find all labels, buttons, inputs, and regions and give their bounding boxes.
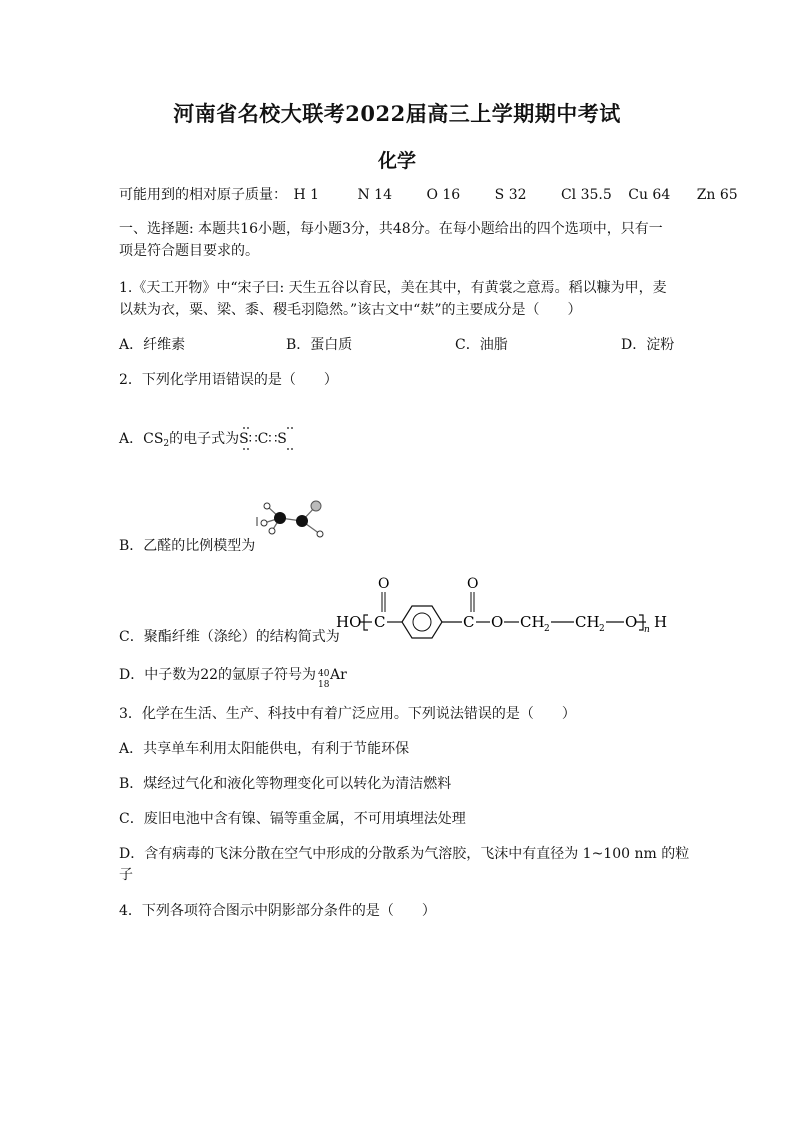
q2-option-a-subscript: 2	[163, 439, 170, 449]
acetaldehyde-model-image	[252, 496, 332, 546]
argon-symbol: Ar	[330, 667, 347, 683]
atomic-mass-item: O 16	[426, 187, 461, 203]
cs2-electron-formula: S∷C∷S	[239, 431, 287, 447]
carbon-atom	[274, 512, 286, 524]
lone-pair-dot	[287, 448, 289, 450]
pet-sub2-a: 2	[544, 624, 550, 634]
hydrogen-atom	[264, 503, 270, 509]
q4-stem: 4．下列各项符合图示中阴影部分条件的是（ ）	[119, 903, 436, 919]
atomic-mass-item: Zn 65	[696, 187, 738, 203]
q2-option-c[interactable]: C．聚酯纤维（涤纶）的结构简式为	[119, 629, 340, 645]
atomic-mass-item: S 32	[494, 187, 527, 203]
q3-option-d-line2[interactable]: 子	[119, 867, 133, 883]
lone-pair-dot	[247, 427, 249, 429]
q1-stem-line1: 1.《天工开物》中“宋子曰: 天生五谷以育民，美在其中，有黄裳之意焉。稻以糠为甲，麦	[119, 280, 667, 296]
pet-ch2-a: CH	[520, 613, 545, 631]
pet-ester-o: O	[491, 613, 504, 631]
atomic-mass-item: H 1	[293, 187, 320, 203]
lone-pair-dot	[243, 427, 245, 429]
q2-option-d[interactable]	[119, 664, 347, 690]
q3-option-c[interactable]: C．废旧电池中含有镍、镉等重金属，不可用填埋法处理	[119, 811, 466, 827]
hydrogen-atom	[261, 520, 267, 526]
carbon-atom	[296, 515, 308, 527]
mass-number: 40	[318, 669, 330, 679]
atomic-number: 18	[318, 680, 330, 690]
q3-option-b[interactable]: B．煤经过气化和液化等物理变化可以转化为清洁燃料	[119, 776, 452, 792]
pet-carbonyl-o1: O	[378, 576, 390, 592]
atomic-masses-row	[119, 184, 738, 206]
pet-ch2-b: CH	[575, 613, 600, 631]
q2-option-a-prefix: A．CS	[119, 431, 164, 447]
atomic-mass-item: Cl 35.5	[560, 187, 612, 203]
pet-sub2-b: 2	[599, 624, 605, 634]
q1-option-d[interactable]: D．淀粉	[621, 337, 675, 353]
pet-carbonyl-c1: C	[374, 613, 386, 631]
q1-option-a[interactable]: A．纤维素	[119, 337, 186, 353]
lone-pair-dot	[291, 427, 293, 429]
lone-pair-dot	[287, 427, 289, 429]
pet-ho: HO	[336, 613, 362, 631]
oxygen-atom	[311, 501, 321, 511]
section-instructions-line2: 项是符合题目要求的。	[119, 243, 259, 259]
section-instructions-line1: 一、选择题: 本题共16小题，每小题3分，共48分。在每小题给出的四个选项中，只有一	[119, 221, 663, 237]
atomic-mass-item: Cu 64	[628, 187, 671, 203]
hydrogen-atom	[317, 531, 323, 537]
q1-option-b[interactable]: B．蛋白质	[286, 337, 353, 353]
q2-stem: 2．下列化学用语错误的是（ ）	[119, 372, 338, 388]
atomic-masses-label: 可能用到的相对原子质量：	[119, 187, 287, 203]
subject-heading: 化学	[377, 150, 416, 172]
lone-pair-dot	[243, 448, 245, 450]
cs2-lone-pair-dots	[240, 426, 300, 454]
q3-option-a[interactable]: A．共享单车利用太阳能供电，有利于节能环保	[119, 741, 410, 757]
q2-option-d-text: D．中子数为22的氩原子符号为	[119, 667, 317, 683]
pet-end-o: O	[625, 613, 638, 631]
q3-option-d-line1[interactable]: D．含有病毒的飞沫分散在空气中形成的分散系为气溶胶，飞沫中有直径为 1~100 nm 的粒	[119, 846, 690, 862]
q3-stem: 3．化学在生活、生产、科技中有着广泛应用。下列说法错误的是（ ）	[119, 706, 576, 722]
pet-carbonyl-o2: O	[467, 576, 479, 592]
page-title: 河南省名校大联考2022届高三上学期期中考试	[173, 101, 621, 126]
q1-option-c[interactable]: C．油脂	[455, 337, 508, 353]
hydrogen-atom	[269, 528, 275, 534]
pet-n: n	[644, 625, 650, 635]
q2-option-a-text: 的电子式为	[169, 431, 240, 447]
lone-pair-dot	[247, 448, 249, 450]
atomic-mass-item: N 14	[357, 187, 392, 203]
lone-pair-dot	[291, 448, 293, 450]
q2-option-b[interactable]: B．乙醛的比例模型为	[119, 538, 256, 554]
argon-isotope-notation	[316, 665, 330, 690]
pet-structure-formula	[334, 572, 674, 642]
pet-h: H	[654, 613, 668, 631]
q1-stem-line2: 以麸为衣，粟、梁、黍、稷毛羽隐然。”该古文中“麸”的主要成分是（ ）	[119, 302, 582, 318]
pet-carbonyl-c2: C	[463, 613, 475, 631]
benzene-ring	[402, 606, 442, 638]
